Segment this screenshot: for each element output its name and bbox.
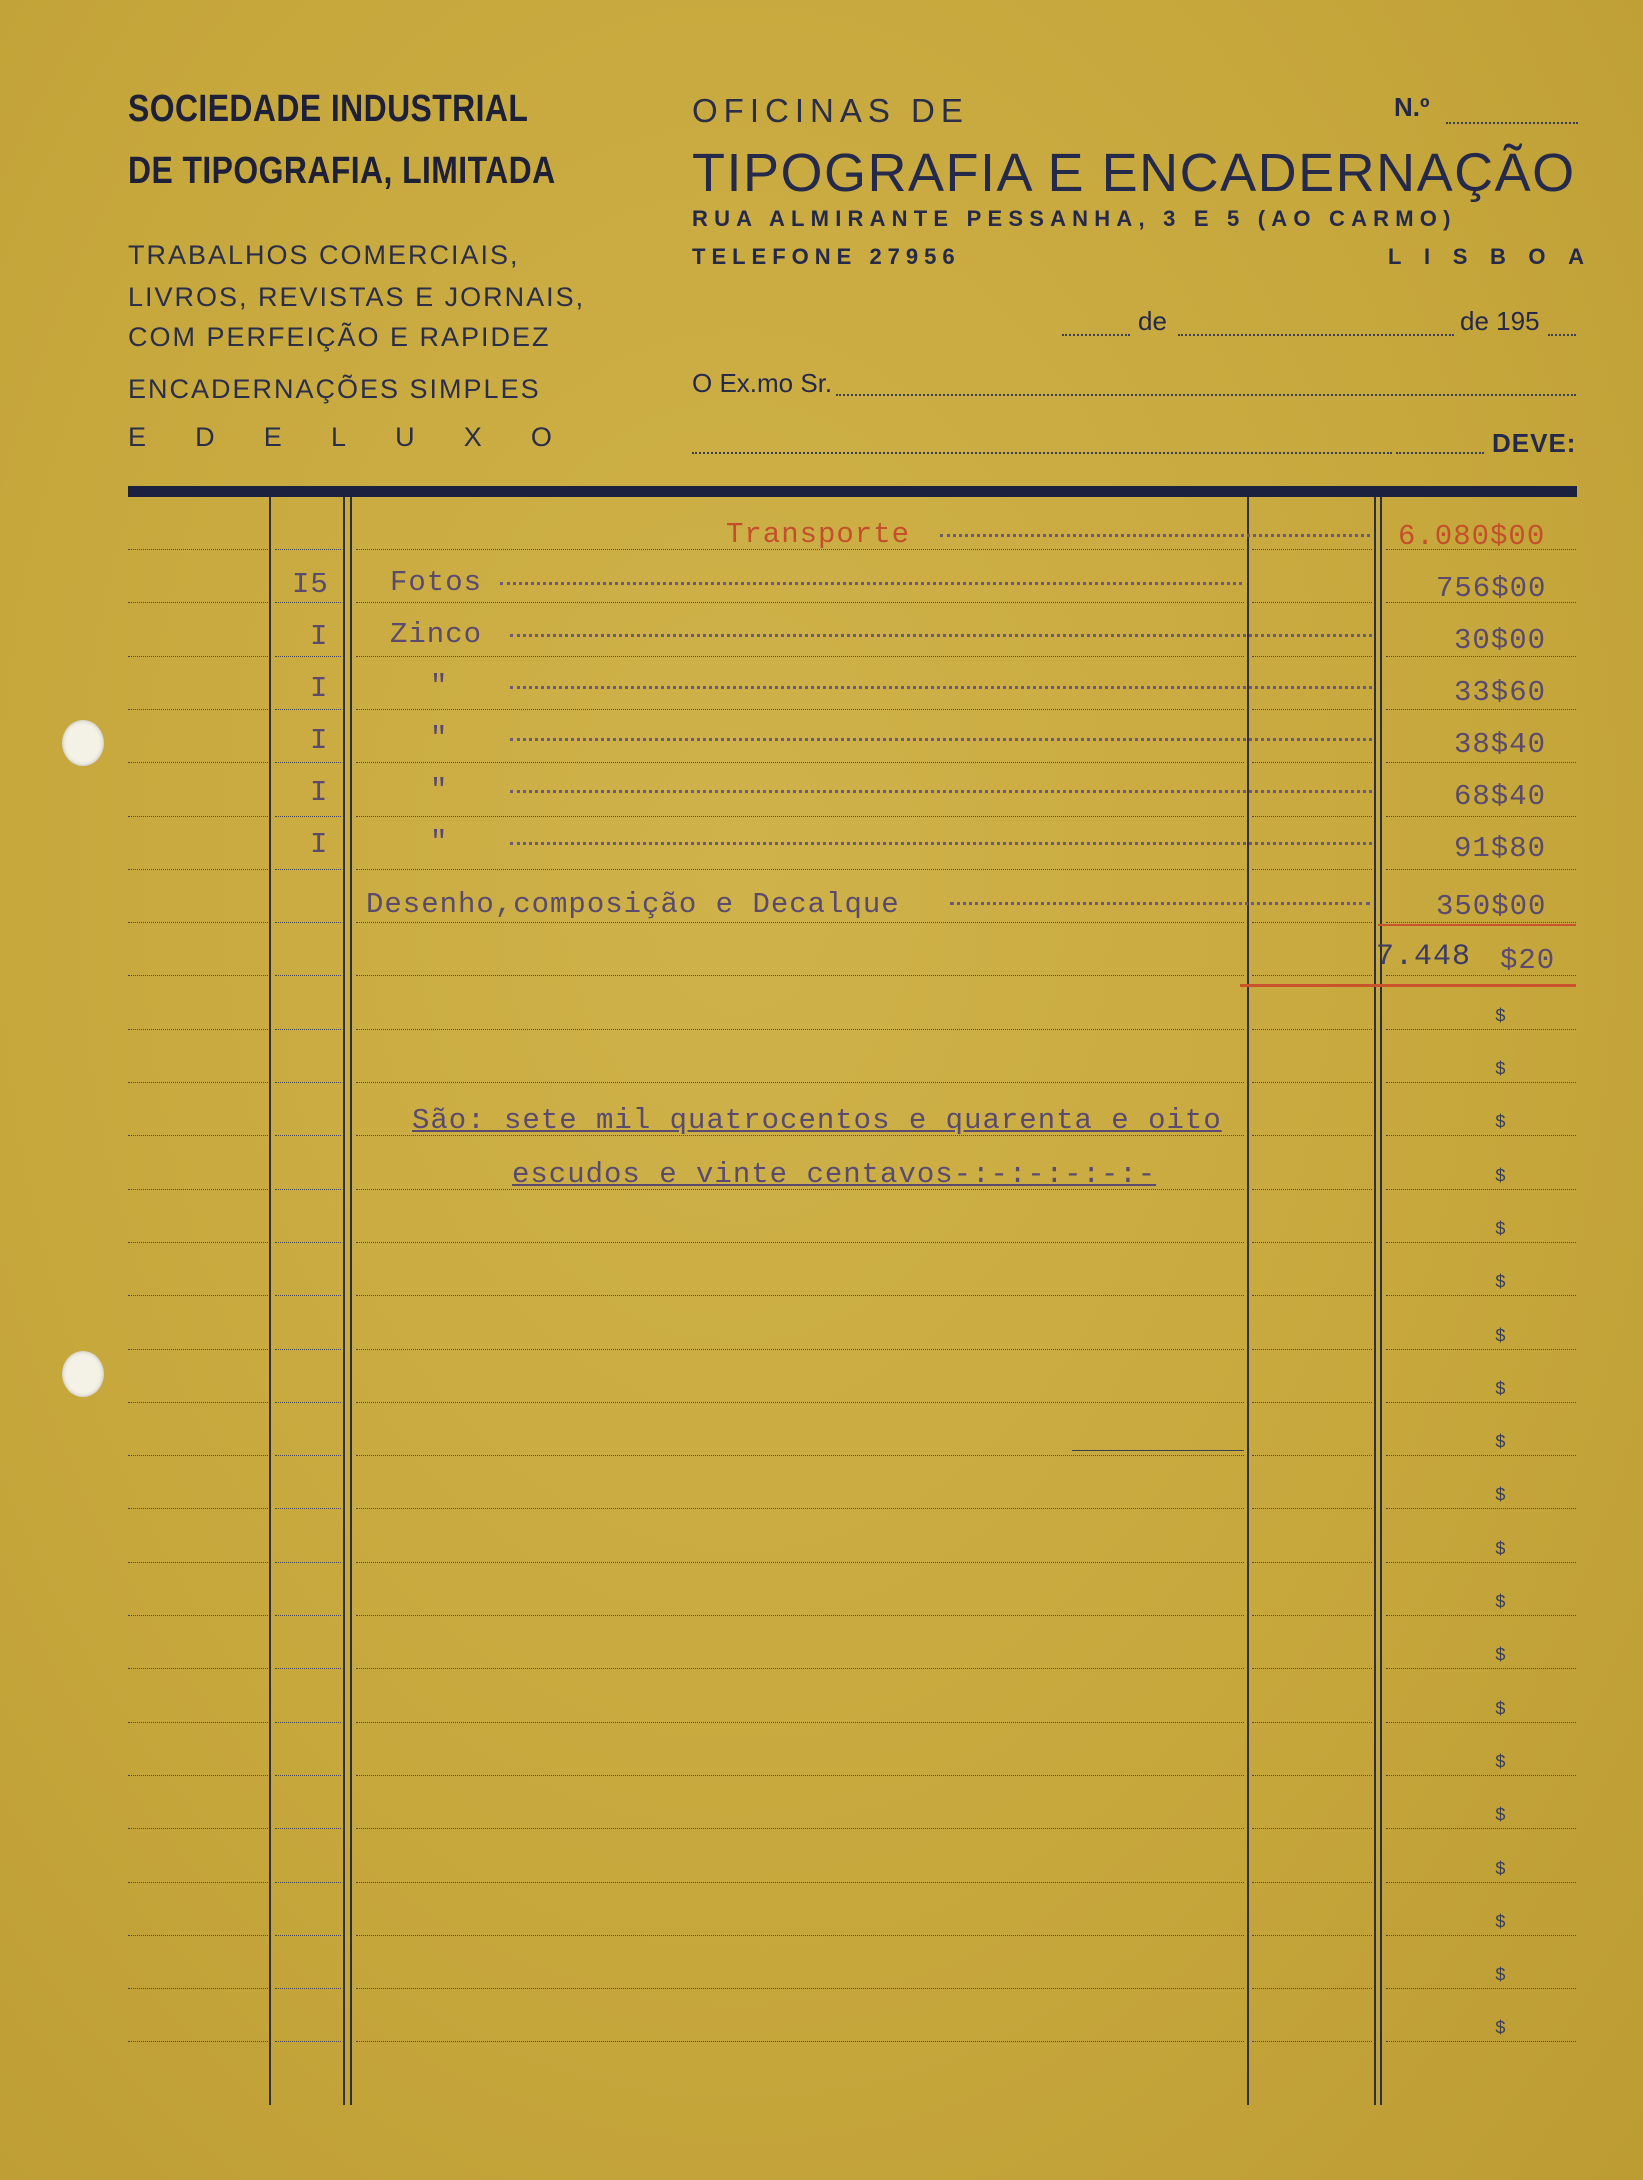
row-rule xyxy=(275,762,341,763)
service-line: ENCADERNAÇÕES SIMPLES xyxy=(128,374,541,404)
row-rule xyxy=(356,975,1244,976)
row-rule xyxy=(1386,1775,1576,1776)
city-letter: S xyxy=(1452,244,1468,269)
row-rule xyxy=(1386,1828,1576,1829)
column-divider xyxy=(1374,497,1376,2105)
row-rule xyxy=(128,1455,268,1456)
row-rule xyxy=(275,549,341,550)
row-rule xyxy=(275,1562,341,1563)
row-rule xyxy=(356,762,1244,763)
row-rule xyxy=(356,2041,1244,2042)
row-rule xyxy=(1252,1828,1372,1829)
row-rule xyxy=(275,1295,341,1296)
row-rule xyxy=(356,1135,1244,1136)
row-rule xyxy=(1386,709,1576,710)
row-rule xyxy=(128,1189,268,1190)
row-rule xyxy=(356,922,1244,923)
service-line: LIVROS, REVISTAS E JORNAIS, xyxy=(128,282,586,312)
item-qty: I xyxy=(310,724,329,757)
row-rule xyxy=(128,922,268,923)
row-rule xyxy=(128,762,268,763)
item-amount: 350$00 xyxy=(1436,890,1547,923)
punch-hole xyxy=(62,1351,104,1397)
row-rule xyxy=(128,656,268,657)
luxo-letter: E xyxy=(263,422,282,452)
dot-leader xyxy=(940,534,1370,537)
row-rule xyxy=(275,1082,341,1083)
row-rule xyxy=(1252,1722,1372,1723)
escudo-sign: $ xyxy=(1495,1327,1506,1347)
row-rule xyxy=(1252,1562,1372,1563)
row-rule xyxy=(1252,816,1372,817)
row-rule xyxy=(356,1722,1244,1723)
escudo-sign: $ xyxy=(1495,1273,1506,1293)
row-rule xyxy=(128,1722,268,1723)
row-rule xyxy=(356,1562,1244,1563)
row-rule xyxy=(275,1189,341,1190)
row-rule xyxy=(128,1508,268,1509)
row-rule xyxy=(275,1242,341,1243)
row-rule xyxy=(275,1668,341,1669)
escudo-sign: $ xyxy=(1495,1007,1506,1027)
row-rule xyxy=(1386,1988,1576,1989)
date-year-label: de 195 xyxy=(1460,306,1540,336)
row-rule xyxy=(356,1988,1244,1989)
row-rule xyxy=(275,1882,341,1883)
row-rule xyxy=(275,656,341,657)
subtotal-rule xyxy=(1378,924,1576,926)
row-rule xyxy=(1386,1242,1576,1243)
escudo-sign: $ xyxy=(1495,1113,1506,1133)
row-rule xyxy=(356,1295,1244,1296)
stray-rule xyxy=(1072,1450,1244,1451)
row-rule xyxy=(356,1828,1244,1829)
row-rule xyxy=(275,1828,341,1829)
row-rule xyxy=(1386,1882,1576,1883)
row-rule xyxy=(128,1668,268,1669)
row-rule xyxy=(1252,922,1372,923)
city-letter: A xyxy=(1568,244,1584,269)
row-rule xyxy=(1252,549,1372,550)
recipient-field-3[interactable] xyxy=(1396,452,1484,454)
row-rule xyxy=(128,1242,268,1243)
header-divider xyxy=(128,486,1577,497)
row-rule xyxy=(1386,1455,1576,1456)
item-amount: 38$40 xyxy=(1454,728,1547,761)
row-rule xyxy=(275,1775,341,1776)
row-rule xyxy=(128,549,268,550)
row-rule xyxy=(128,1988,268,1989)
number-label: N.º xyxy=(1394,92,1430,122)
row-rule xyxy=(1386,1135,1576,1136)
row-rule xyxy=(128,1349,268,1350)
escudo-sign: $ xyxy=(1495,1433,1506,1453)
escudo-sign: $ xyxy=(1495,1646,1506,1666)
column-divider xyxy=(350,497,352,2105)
punch-hole xyxy=(62,720,104,766)
service-luxo xyxy=(128,422,552,453)
row-rule xyxy=(1386,1668,1576,1669)
item-desc: Zinco xyxy=(390,618,483,651)
city-letter: L xyxy=(1388,244,1402,269)
row-rule xyxy=(275,709,341,710)
row-rule xyxy=(1386,975,1576,976)
column-divider xyxy=(1380,497,1382,2105)
phone: TELEFONE 27956 xyxy=(692,244,961,269)
row-rule xyxy=(275,1349,341,1350)
row-rule xyxy=(356,1935,1244,1936)
row-rule xyxy=(275,2041,341,2042)
row-rule xyxy=(356,1082,1244,1083)
column-divider xyxy=(269,497,271,2105)
row-rule xyxy=(128,602,268,603)
total-cents: $20 xyxy=(1500,944,1556,977)
row-rule xyxy=(356,1668,1244,1669)
escudo-sign: $ xyxy=(1495,1220,1506,1240)
dot-leader xyxy=(510,842,1372,845)
luxo-letter: E xyxy=(128,422,147,452)
date-month-field[interactable] xyxy=(1178,334,1454,336)
row-rule xyxy=(1252,1775,1372,1776)
row-rule xyxy=(1386,1029,1576,1030)
row-rule xyxy=(1252,1615,1372,1616)
row-rule xyxy=(1386,1722,1576,1723)
date-day-field[interactable] xyxy=(1062,334,1130,336)
row-rule xyxy=(128,1775,268,1776)
item-amount: 33$60 xyxy=(1454,676,1547,709)
item-desc: " xyxy=(430,826,449,859)
row-rule xyxy=(128,1295,268,1296)
row-rule xyxy=(1252,1935,1372,1936)
escudo-sign: $ xyxy=(1495,1860,1506,1880)
dot-leader xyxy=(950,902,1370,905)
escudo-sign: $ xyxy=(1495,1060,1506,1080)
row-rule xyxy=(275,1988,341,1989)
row-rule xyxy=(128,1082,268,1083)
row-rule xyxy=(128,1135,268,1136)
row-rule xyxy=(356,1615,1244,1616)
escudo-sign: $ xyxy=(1495,1913,1506,1933)
row-rule xyxy=(275,602,341,603)
row-rule xyxy=(1252,1402,1372,1403)
escudo-sign: $ xyxy=(1495,1593,1506,1613)
row-rule xyxy=(1252,602,1372,603)
row-rule xyxy=(356,602,1244,603)
row-rule xyxy=(1386,1562,1576,1563)
row-rule xyxy=(1252,1189,1372,1190)
dot-leader xyxy=(510,790,1372,793)
row-rule xyxy=(1386,1349,1576,1350)
row-rule xyxy=(356,1775,1244,1776)
row-rule xyxy=(1386,816,1576,817)
dot-leader xyxy=(500,582,1242,585)
item-amount: 91$80 xyxy=(1454,832,1547,865)
escudo-sign: $ xyxy=(1495,1806,1506,1826)
amount-in-words: escudos e vinte centavos-:-:-:-:-:- xyxy=(512,1158,1157,1191)
service-line: TRABALHOS COMERCIAIS, xyxy=(128,240,520,270)
row-rule xyxy=(1386,922,1576,923)
row-rule xyxy=(1386,656,1576,657)
recipient-label: O Ex.mo Sr. xyxy=(692,368,833,398)
recipient-field[interactable] xyxy=(836,394,1576,396)
escudo-sign: $ xyxy=(1495,2019,1506,2039)
row-rule xyxy=(356,1508,1244,1509)
escudo-sign: $ xyxy=(1495,1380,1506,1400)
row-rule xyxy=(1252,1029,1372,1030)
total-integer: 7.448 xyxy=(1376,940,1472,974)
item-qty: I xyxy=(310,620,329,653)
row-rule xyxy=(1252,762,1372,763)
recipient-field-2[interactable] xyxy=(692,452,1392,454)
row-rule xyxy=(1252,2041,1372,2042)
row-rule xyxy=(1252,1135,1372,1136)
amount-in-words: São: sete mil quatrocentos e quarenta e oito xyxy=(412,1104,1222,1137)
row-rule xyxy=(1252,1988,1372,1989)
row-rule xyxy=(275,1402,341,1403)
item-amount: 68$40 xyxy=(1454,780,1547,813)
row-rule xyxy=(356,1455,1244,1456)
row-rule xyxy=(1252,656,1372,657)
oficinas-label: OFICINAS DE xyxy=(692,92,969,129)
date-year-field[interactable] xyxy=(1548,334,1576,336)
row-rule xyxy=(356,1029,1244,1030)
row-rule xyxy=(128,816,268,817)
row-rule xyxy=(1252,1455,1372,1456)
row-rule xyxy=(275,816,341,817)
number-field[interactable] xyxy=(1446,122,1578,124)
row-rule xyxy=(356,709,1244,710)
row-rule xyxy=(1386,1508,1576,1509)
date-de-label: de xyxy=(1138,306,1167,336)
row-rule xyxy=(275,869,341,870)
row-rule xyxy=(128,1402,268,1403)
row-rule xyxy=(1252,1082,1372,1083)
dot-leader xyxy=(510,686,1372,689)
row-rule xyxy=(128,1882,268,1883)
row-rule xyxy=(356,869,1244,870)
row-rule xyxy=(128,2041,268,2042)
row-rule xyxy=(275,922,341,923)
row-rule xyxy=(128,869,268,870)
row-rule xyxy=(128,1562,268,1563)
column-divider xyxy=(343,497,345,2105)
deve-label: DEVE: xyxy=(1492,428,1577,458)
item-amount: 6.080$00 xyxy=(1398,520,1546,553)
row-rule xyxy=(1386,1935,1576,1936)
dot-leader xyxy=(510,634,1372,637)
row-rule xyxy=(275,1455,341,1456)
escudo-sign: $ xyxy=(1495,1486,1506,1506)
row-rule xyxy=(1386,762,1576,763)
row-rule xyxy=(356,1349,1244,1350)
row-rule xyxy=(1386,1615,1576,1616)
row-rule xyxy=(1386,2041,1576,2042)
item-qty: I xyxy=(310,828,329,861)
row-rule xyxy=(1252,709,1372,710)
escudo-sign: $ xyxy=(1495,1540,1506,1560)
row-rule xyxy=(128,975,268,976)
item-amount: 756$00 xyxy=(1436,572,1547,605)
row-rule xyxy=(1386,1295,1576,1296)
row-rule xyxy=(1252,1295,1372,1296)
row-rule xyxy=(356,1189,1244,1190)
luxo-letter: X xyxy=(463,422,482,452)
row-rule xyxy=(1252,1242,1372,1243)
escudo-sign: $ xyxy=(1495,1753,1506,1773)
city-letter: I xyxy=(1424,244,1431,269)
row-rule xyxy=(1386,1189,1576,1190)
row-rule xyxy=(1386,869,1576,870)
item-desc: " xyxy=(430,722,449,755)
row-rule xyxy=(1252,975,1372,976)
luxo-letter: L xyxy=(330,422,346,452)
item-qty: I xyxy=(310,672,329,705)
row-rule xyxy=(1252,1668,1372,1669)
row-rule xyxy=(128,1935,268,1936)
item-amount: 30$00 xyxy=(1454,624,1547,657)
row-rule xyxy=(128,709,268,710)
row-rule xyxy=(128,1029,268,1030)
row-rule xyxy=(275,1029,341,1030)
row-rule xyxy=(275,975,341,976)
city xyxy=(1388,244,1584,270)
company-name-line1: SOCIEDADE INDUSTRIAL xyxy=(128,88,529,130)
row-rule xyxy=(356,1242,1244,1243)
row-rule xyxy=(275,1722,341,1723)
dot-leader xyxy=(510,738,1372,741)
row-rule xyxy=(1252,1349,1372,1350)
row-rule xyxy=(275,1935,341,1936)
item-desc: Transporte xyxy=(726,518,911,551)
row-rule xyxy=(356,816,1244,817)
address: RUA ALMIRANTE PESSANHA, 3 E 5 (AO CARMO) xyxy=(692,206,1457,231)
row-rule xyxy=(356,1882,1244,1883)
item-desc: Desenho,composição e Decalque xyxy=(366,888,900,921)
row-rule xyxy=(1252,1882,1372,1883)
row-rule xyxy=(128,1615,268,1616)
row-rule xyxy=(356,1402,1244,1403)
row-rule xyxy=(1386,602,1576,603)
escudo-sign: $ xyxy=(1495,1966,1506,1986)
row-rule xyxy=(1386,549,1576,550)
row-rule xyxy=(356,549,1244,550)
luxo-letter: D xyxy=(195,422,215,452)
row-rule xyxy=(275,1508,341,1509)
page-title: TIPOGRAFIA E ENCADERNAÇÃO xyxy=(692,143,1576,203)
row-rule xyxy=(1386,1402,1576,1403)
row-rule xyxy=(275,1615,341,1616)
item-qty: I5 xyxy=(292,568,329,601)
luxo-letter: U xyxy=(395,422,415,452)
item-desc: " xyxy=(430,670,449,703)
city-letter: B xyxy=(1489,244,1506,269)
escudo-sign: $ xyxy=(1495,1167,1506,1187)
row-rule xyxy=(1386,1082,1576,1083)
escudo-sign: $ xyxy=(1495,1700,1506,1720)
city-letter: O xyxy=(1528,244,1546,269)
luxo-letter: O xyxy=(530,422,552,452)
item-desc: " xyxy=(430,774,449,807)
row-rule xyxy=(275,1135,341,1136)
item-qty: I xyxy=(310,776,329,809)
item-desc: Fotos xyxy=(390,566,483,599)
total-rule xyxy=(1240,984,1576,987)
row-rule xyxy=(1252,869,1372,870)
company-name-line2: DE TIPOGRAFIA, LIMITADA xyxy=(128,150,556,192)
row-rule xyxy=(1252,1508,1372,1509)
service-line: COM PERFEIÇÃO E RAPIDEZ xyxy=(128,322,551,352)
row-rule xyxy=(128,1828,268,1829)
row-rule xyxy=(356,656,1244,657)
